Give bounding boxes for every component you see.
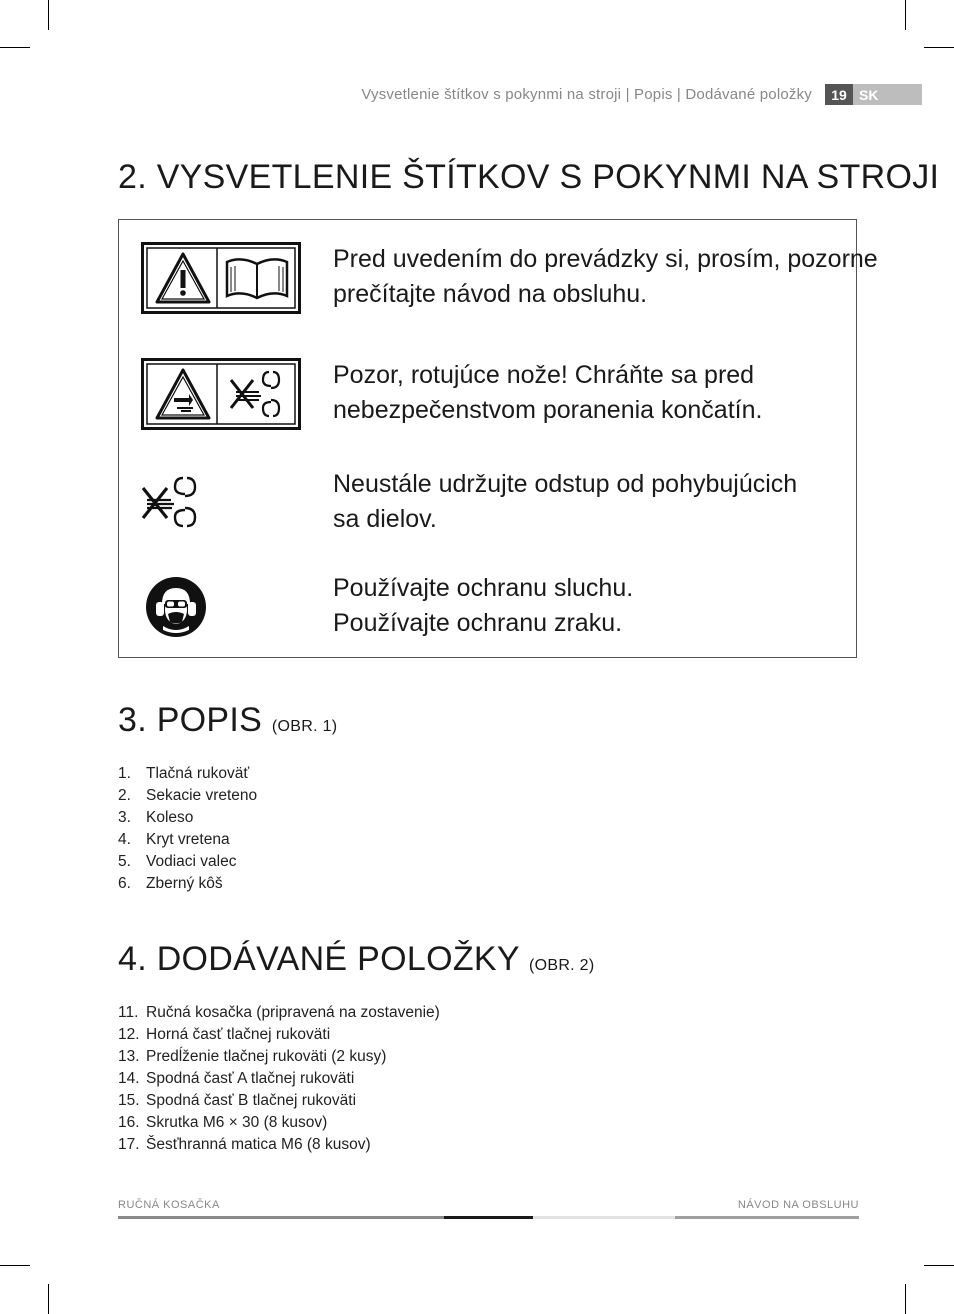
list-item — [118, 1002, 440, 1024]
section-3-title — [118, 701, 337, 740]
footer-bar-segment — [533, 1216, 675, 1219]
list-item-text: Šesťhranná matica M6 (8 kusov) — [146, 1136, 371, 1153]
list-item-text: Horná časť tlačnej rukoväti — [146, 1026, 331, 1043]
section-4-subtitle: (OBR. 2) — [528, 957, 595, 974]
list-item-number: 2. — [118, 787, 131, 804]
list-item-number: 17. — [118, 1136, 140, 1153]
list-item — [118, 1024, 440, 1046]
list-item — [118, 763, 257, 785]
list-item-text: Koleso — [146, 809, 194, 826]
list-item-number: 12. — [118, 1026, 140, 1043]
section-2-title: 2. VYSVETLENIE ŠTÍTKOV S POKYNMI NA STROJI — [118, 158, 940, 196]
crop-mark — [905, 1284, 906, 1314]
crop-mark — [924, 1265, 954, 1266]
rotating-blades-warning-icon — [141, 358, 301, 435]
supplied-items-list — [118, 1002, 440, 1156]
list-item-number: 3. — [118, 809, 131, 826]
list-item — [118, 1068, 440, 1090]
label-line: Neustále udržujte odstup od pohybujúcich — [333, 470, 798, 498]
page-number: 19 — [825, 84, 853, 105]
list-item-number: 6. — [118, 875, 131, 892]
list-item-text: Spodná časť A tlačnej rukoväti — [146, 1070, 355, 1087]
labels-box — [118, 219, 878, 658]
list-item — [118, 1090, 440, 1112]
list-item-number: 11. — [118, 1004, 139, 1021]
crop-mark — [905, 0, 906, 30]
section-4-title-text: 4. DODÁVANÉ POLOŽKY — [118, 940, 520, 978]
list-item-number: 13. — [118, 1048, 140, 1065]
footer-bar-segment — [118, 1216, 444, 1219]
label-text-read-manual — [333, 242, 878, 312]
list-item — [118, 873, 257, 895]
list-item-text: Predĺženie tlačnej rukoväti (2 kusy) — [146, 1048, 387, 1065]
crop-mark — [48, 0, 49, 30]
section-3-title-text: 3. POPIS — [118, 701, 263, 739]
crop-mark — [48, 1284, 49, 1314]
label-line: Pozor, rotujúce nože! Chráňte sa pred — [333, 361, 755, 389]
list-item — [118, 1112, 440, 1134]
list-item-number: 14. — [118, 1070, 140, 1087]
list-item — [118, 807, 257, 829]
list-item-number: 16. — [118, 1114, 140, 1131]
footer-manual-label: NÁVOD NA OBSLUHU — [737, 1199, 859, 1211]
list-item-number: 4. — [118, 831, 131, 848]
ear-eye-protection-icon — [145, 576, 207, 643]
list-item — [118, 1046, 440, 1068]
label-line: nebezpečenstvom poranenia končatín. — [333, 396, 763, 424]
list-item-text: Spodná časť B tlačnej rukoväti — [146, 1092, 357, 1109]
list-item-text: Kryt vretena — [146, 831, 230, 848]
page-badge — [825, 84, 922, 105]
label-text-protection — [333, 571, 633, 641]
language-code: SK — [853, 84, 922, 105]
list-item-text: Ručná kosačka (pripravená na zostavenie) — [146, 1004, 440, 1021]
list-item — [118, 851, 257, 873]
label-line: Používajte ochranu sluchu. — [333, 574, 634, 602]
keep-hands-away-icon — [139, 474, 203, 535]
list-item-number: 1. — [118, 765, 131, 782]
crop-mark — [924, 47, 954, 48]
label-line: sa dielov. — [333, 505, 437, 533]
label-text-rotating-blades — [333, 358, 762, 428]
page-breadcrumb: Vysvetlenie štítkov s pokynmi na stroji | Popis | Dodávané položky — [361, 86, 812, 103]
list-item-text: Zberný kôš — [146, 875, 223, 892]
list-item — [118, 785, 257, 807]
list-item-number: 15. — [118, 1092, 140, 1109]
label-line: prečítajte návod na obsluhu. — [333, 280, 648, 308]
list-item-text: Sekacie vreteno — [146, 787, 258, 804]
warning-read-manual-icon — [141, 242, 301, 319]
crop-mark — [0, 1265, 30, 1266]
list-item — [118, 829, 257, 851]
label-line: Používajte ochranu zraku. — [333, 609, 623, 637]
description-list — [118, 763, 257, 895]
label-line: Pred uvedením do prevádzky si, prosím, pozorne — [333, 245, 878, 273]
section-3-subtitle: (OBR. 1) — [271, 718, 338, 735]
footer-bar-segment — [675, 1216, 859, 1219]
list-item-text: Skrutka M6 × 30 (8 kusov) — [146, 1114, 328, 1131]
list-item — [118, 1134, 440, 1156]
list-item-number: 5. — [118, 853, 131, 870]
footer-product-name: RUČNÁ KOSAČKA — [118, 1199, 220, 1211]
list-item-text: Vodiaci valec — [146, 853, 237, 870]
list-item-text: Tlačná rukoväť — [146, 765, 250, 782]
footer-bar-segment — [444, 1216, 533, 1219]
section-4-title — [118, 940, 595, 979]
label-text-keep-distance — [333, 467, 797, 537]
crop-mark — [0, 47, 30, 48]
